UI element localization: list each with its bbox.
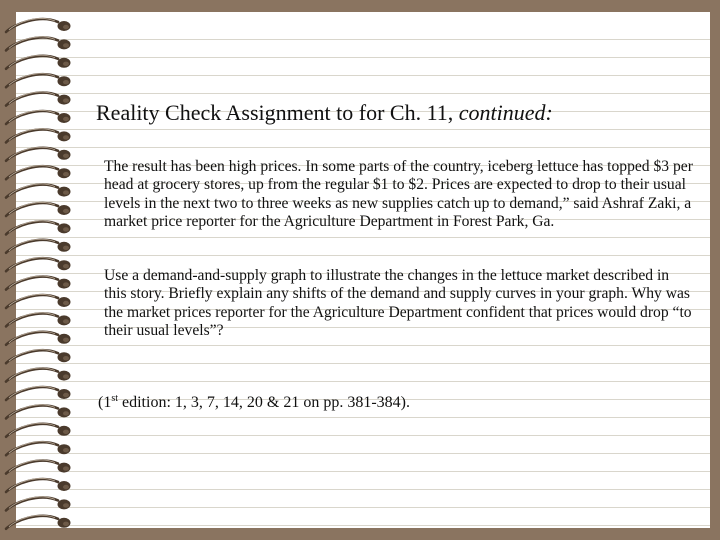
edition-note-open: (1 xyxy=(98,394,112,411)
spiral-ring xyxy=(6,294,71,308)
spiral-ring xyxy=(6,331,71,345)
spiral-ring xyxy=(6,405,71,419)
spiral-ring xyxy=(6,515,71,529)
spiral-ring xyxy=(6,18,71,32)
edition-note xyxy=(98,393,698,412)
spiral-ring xyxy=(6,350,71,364)
spiral-ring xyxy=(6,166,71,180)
title-italic-text: continued: xyxy=(458,100,553,125)
spiral-binding xyxy=(0,0,90,540)
spiral-ring xyxy=(6,74,71,88)
spiral-ring xyxy=(6,497,71,511)
spiral-ring xyxy=(6,92,71,106)
edition-note-superscript: st xyxy=(111,393,118,404)
spiral-ring xyxy=(6,258,71,272)
spiral-ring xyxy=(6,110,71,124)
spiral-ring xyxy=(6,147,71,161)
spiral-ring xyxy=(6,313,71,327)
spiral-ring xyxy=(6,221,71,235)
spiral-ring xyxy=(6,460,71,474)
spiral-ring xyxy=(6,184,71,198)
spiral-ring xyxy=(6,423,71,437)
spiral-ring xyxy=(6,386,71,400)
spiral-ring xyxy=(6,129,71,143)
edition-note-rest: edition: 1, 3, 7, 14, 20 & 21 on pp. 381-384). xyxy=(118,394,410,411)
spiral-ring xyxy=(6,55,71,69)
spiral-ring xyxy=(6,202,71,216)
body-paragraph-quote: The result has been high prices. In some parts of the country, iceberg lettuce has topped $3 per head at grocery stores, up from the regular $1 to $2. Prices are expected to drop to their usual levels in the next two to three weeks as new supplies catch up to demand,” said Ashraf Zaki, a market price reporter for the Agriculture Department in Forest Park, Ga. xyxy=(104,158,693,230)
slide-title xyxy=(96,100,696,126)
spiral-ring xyxy=(6,442,71,456)
spiral-ring xyxy=(6,239,71,253)
spiral-ring xyxy=(6,276,71,290)
spiral-ring xyxy=(6,368,71,382)
title-text: Reality Check Assignment to for Ch. 11, xyxy=(96,100,459,125)
body-paragraph-question: Use a demand-and-supply graph to illustrate the changes in the lettuce market described in this story. Briefly explain any shifts of the demand and supply curves in your graph. Why was the market prices reporter for the Agriculture Department confident that prices would drop “to their usual levels”? xyxy=(104,267,692,339)
spiral-ring xyxy=(6,37,71,51)
spiral-ring xyxy=(6,478,71,492)
